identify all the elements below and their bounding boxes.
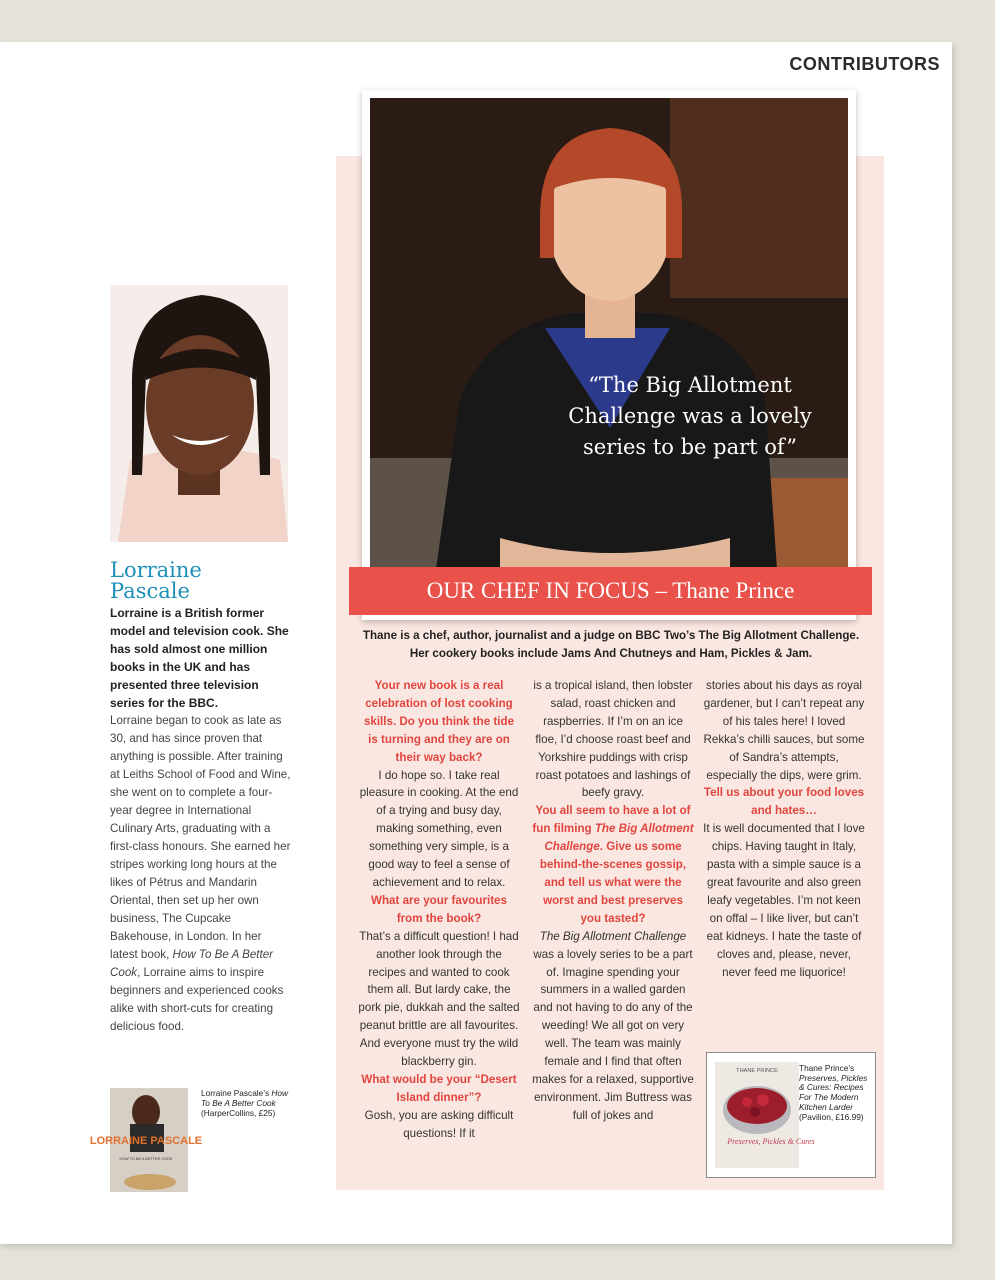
thane-book-cover — [715, 1062, 815, 1168]
answer: is a tropical island, then lobster salad, roast chicken and raspberries. If I’m on an ice floe, I’d choose roast beef and Yorkshire puddings with crisp roast potatoes and lashings of beefy gravy. — [533, 679, 693, 800]
chef-photo-frame — [362, 90, 856, 620]
feature-intro: Thane is a chef, author, journalist and a judge on BBC Two’s The Big Allotment Challenge. Her cookery books include Jams And Chutneys and Ham, Pickles & Jam. — [362, 629, 860, 660]
thane-cover-author: THANE PRINCE — [736, 1068, 778, 1074]
thane-book-box — [706, 1052, 876, 1178]
article-column-1 — [358, 677, 520, 1143]
question: Tell us about your food loves and hates… — [703, 786, 865, 818]
sidebar-body: Lorraine began to cook as late as 30, and has since proven that anything is possible. After training at Leiths School of Food and Wine, she went on to complete a four-year degree in International Culinary Arts, graduating with a first-class honours. She earned her stripes working long hours at the likes of Pétrus and Mandarin Oriental, then set up her own business, The Cupcake Bakehouse, in London. In her latest book, How To Be A Better Cook, Lorraine aims to inspire beginners and experienced cooks alike with short-cuts for creating delicious food. — [110, 714, 291, 1033]
question: Your new book is a real celebration of lost cooking skills. Do you think the tide is turning and they are on their way back? — [363, 679, 515, 764]
lorraine-photo — [110, 285, 288, 542]
answer: The Big Allotment Challenge was a lovely series to be a part of. Imagine spending your summers in a walled garden and not having to do any of the weeding! We all got on very well. The team was mainly female and I find that often makes for a relaxed, supportive environment. Jim Buttress was full of jokes and — [532, 929, 694, 1122]
lorraine-cover-name: LORRAINE PASCALE — [89, 1135, 203, 1147]
answer: It is well documented that I love chips. Having taught in Italy, pasta with a simple sauce is a great favourite and also green leafy vegetables. I’m not keen on offal – I like liver, but can’t eat kidneys. I hate the taste of cloves and, please, never, never feed me liquorice! — [703, 822, 865, 979]
feature-title-bar: OUR CHEF IN FOCUS – Thane Prince — [349, 567, 872, 615]
chef-photo — [370, 98, 848, 612]
answer: stories about his days as royal gardener, but I can’t repeat any of his tales here! I loved Rekka’s chilli sauces, but some of Sandra’s attempts, especially the dips, were grim. — [703, 679, 865, 782]
answer: Gosh, you are asking difficult questions! If it — [364, 1108, 514, 1140]
thane-cover-title: Preserves, Pickles & Cures — [727, 1137, 815, 1146]
sidebar-name: Lorraine Pascale — [110, 558, 202, 603]
lorraine-book-caption: Lorraine Pascale’s How To Be A Better Cook (HarperCollins, £25) — [201, 1088, 289, 1118]
lorraine-book-image — [89, 1088, 203, 1192]
lorraine-cover-title: HOW TO BE A BETTER COOK — [119, 1157, 173, 1161]
thane-book-caption: Thane Prince’s Preserves, Pickles & Cures: Recipes For The Modern Kitchen Larder (Pavilion, £16.99) — [799, 1063, 868, 1122]
question: What are your favourites from the book? — [371, 893, 507, 925]
answer: I do hope so. I take real pleasure in cooking. At the end of a trying and busy day, making something, even something very simple, is a good way to feel a sense of achievement and to relax. — [359, 768, 519, 889]
article-column-3 — [703, 677, 865, 981]
question: You all seem to have a lot of fun filming The Big Allotment Challenge. Give us some behind-the-scenes gossip, and tell us what were the worst and best preserves you tasted? — [532, 804, 694, 925]
answer: That’s a difficult question! I had another look through the recipes and wanted to cook them all. But lardy cake, the pork pie, dukkah and the salted peanut brittle are all favourites. And everyone must try the wild blackberry gin. — [358, 929, 520, 1069]
pull-quote: “The Big Allotment Challenge was a lovely series to be part of” — [568, 373, 812, 459]
lorraine-book-cover — [89, 1088, 203, 1192]
section-label: CONTRIBUTORS — [789, 54, 940, 74]
article-column-2 — [532, 677, 694, 1125]
chef-portrait-image — [370, 98, 848, 612]
sidebar-lead: Lorraine is a British former model and television cook. She has sold almost one million books in the UK and has presented three television series for the BBC. — [110, 606, 289, 710]
lorraine-portrait-image — [110, 285, 288, 542]
question: What would be your “Desert Island dinner”? — [361, 1072, 517, 1104]
preserves-jar-image — [715, 1062, 815, 1168]
